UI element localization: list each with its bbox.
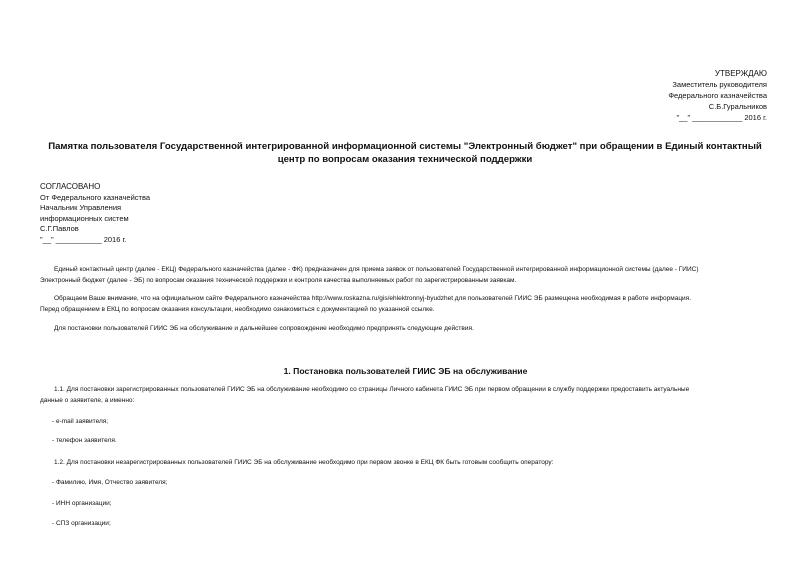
intro-paragraph-1-line-2: Электронный бюджет (далее - ЭБ) по вопросам оказания технической поддержки и контроля качества выполняемых работ по зарегистрированным заявкам. — [40, 277, 517, 284]
list-item-inn: - ИНН организации; — [52, 500, 112, 507]
list-item-phone: - телефон заявителя. — [52, 437, 117, 444]
intro-paragraph-3 — [40, 323, 771, 334]
paragraph-1-2-text: 1.2. Для постановки незарегистрированных пользователей ГИИС ЭБ на обслуживание необходимо при первом звонке в ЕКЦ ФК быть готовым сообщить оператору: — [54, 459, 554, 466]
section-1-heading: 1. Постановка пользователей ГИИС ЭБ на обслуживание — [283, 366, 528, 376]
agreement-position-line: Начальник Управления — [40, 203, 122, 213]
paragraph-1-2 — [40, 457, 771, 468]
approval-date-line: "__" ____________ 2016 г. — [676, 113, 767, 122]
agreement-organization-line: От Федерального казначейства — [40, 192, 151, 202]
approval-signatory-name: С.Б.Гуральников — [708, 102, 767, 111]
intro-paragraph-2 — [40, 293, 771, 315]
agreement-block — [40, 182, 150, 246]
paragraph-1-1-line-2: данные о заявителе, а именно: — [40, 397, 135, 404]
intro-paragraph-2-line-2: Перед обращением в ЕКЦ по вопросам оказания консультации, необходимо ознакомиться с документацией по указанной ссылке. — [40, 306, 435, 313]
approval-organization-line: Федерального казначейства — [668, 91, 767, 100]
approval-heading: УТВЕРЖДАЮ — [714, 69, 767, 78]
list-item-spz: - СПЗ организации; — [52, 520, 111, 527]
paragraph-1-1-line-1: 1.1. Для постановки зарегистрированных пользователей ГИИС ЭБ на обслуживание необходимо со страницы Личного кабинета ГИИС ЭБ при первом обращении в службу поддержки предоставить актуальные — [54, 386, 690, 393]
agreement-department-line: информационных систем — [40, 213, 129, 223]
intro-paragraph-3-text: Для постановки пользователей ГИИС ЭБ на обслуживание и дальнейшее сопровождение необходимо предпринять следующие действия. — [54, 325, 474, 332]
list-item-email: - e-mail заявителя; — [52, 418, 109, 425]
agreement-date-line: "__" ___________ 2016 г. — [40, 234, 127, 244]
agreement-heading: СОГЛАСОВАНО — [40, 182, 101, 191]
document-title: Памятка пользователя Государственной интегрированной информационной системы "Электронный бюджет" при обращении в Единый контактный центр по вопросам оказания технической поддержки — [48, 141, 762, 165]
intro-paragraph-1 — [40, 264, 771, 286]
intro-paragraph-2-line-1: Обращаем Ваше внимание, что на официальном сайте Федерального казначейства http://www.roskazna.ru/gis/ehlektronnyj-byudzhet для пользователей ГИИС ЭБ размещена необходимая в работе информация. — [54, 295, 692, 302]
agreement-signatory-name: С.Г.Павлов — [40, 224, 79, 234]
list-item-full-name: - Фамилию, Имя, Отчество заявителя; — [52, 479, 168, 486]
approval-block — [668, 68, 767, 123]
intro-paragraph-1-line-1: Единый контактный центр (далее - ЕКЦ) Федерального казначейства (далее - ФК) предназначен для приема заявок от пользователей Государственной интегрированной информационной системы (далее - ГИИС) — [54, 266, 699, 273]
paragraph-1-1 — [40, 384, 771, 406]
approval-position-line: Заместитель руководителя — [672, 80, 767, 89]
